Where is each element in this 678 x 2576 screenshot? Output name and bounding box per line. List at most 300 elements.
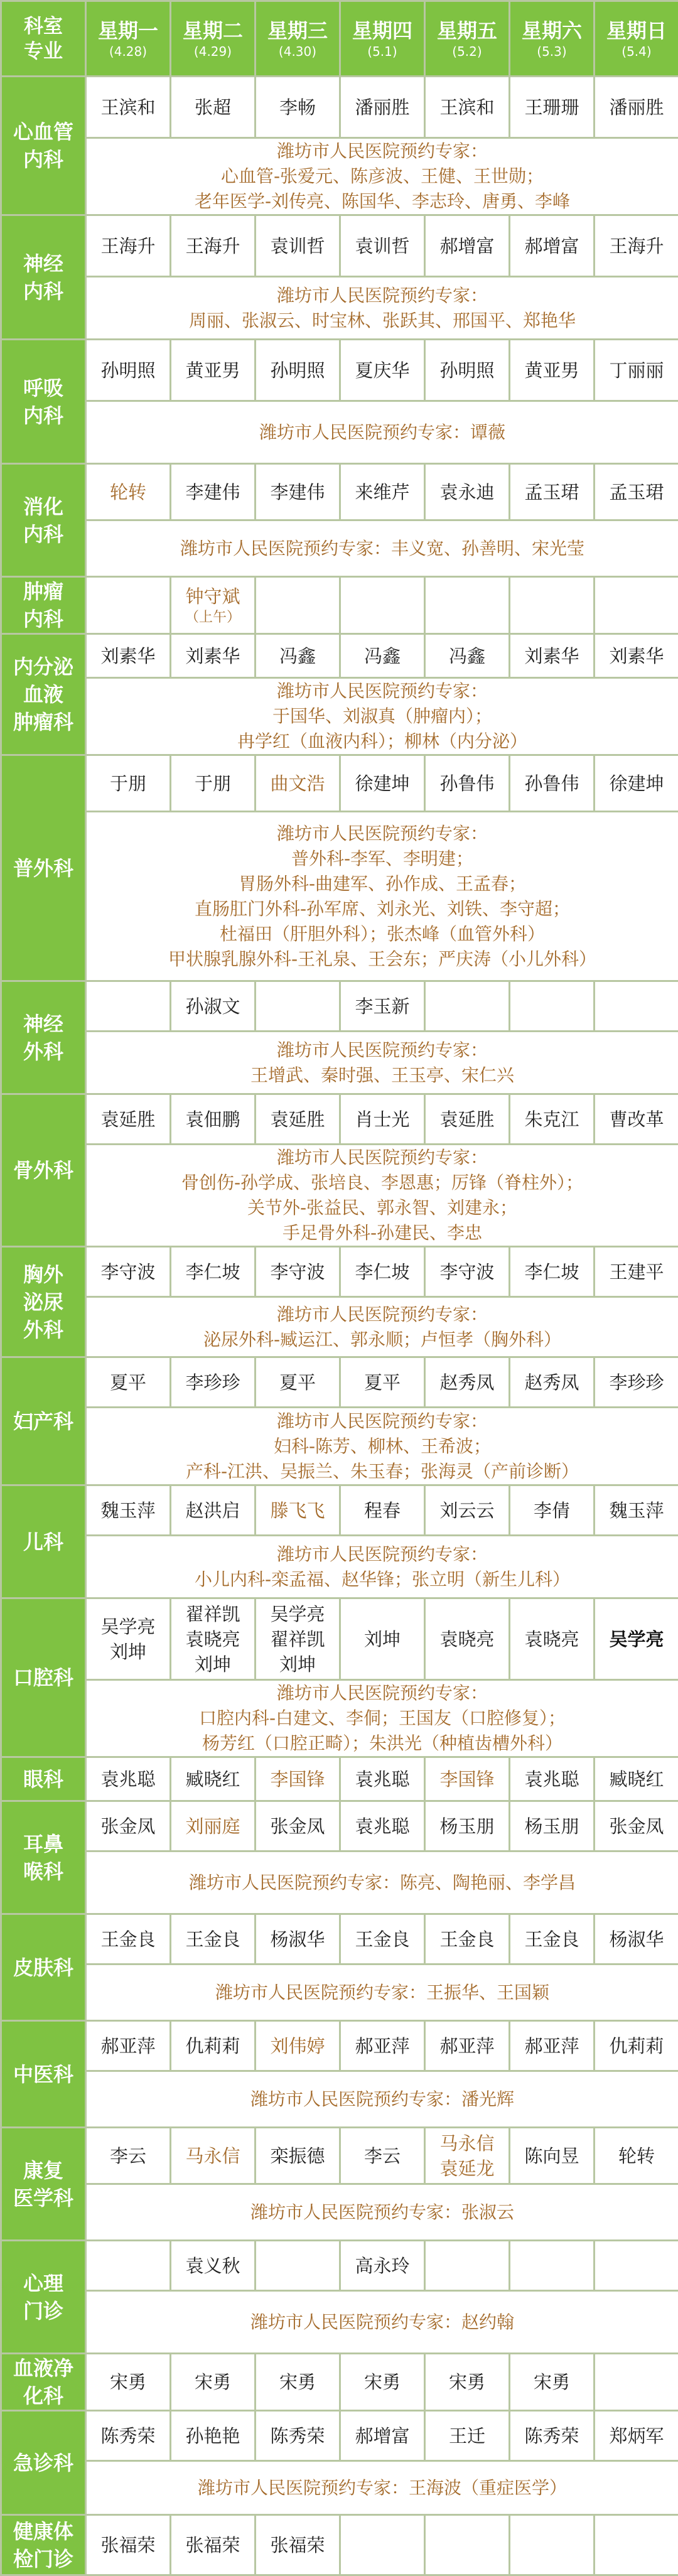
doctor-name: 宋勇 — [279, 2371, 316, 2393]
doctor-cell — [340, 2411, 425, 2461]
doctor-name: 孙明照 — [439, 360, 494, 381]
doctor-name: 陈秀荣 — [524, 2425, 579, 2447]
doctor-cell — [340, 2021, 425, 2071]
doctor-cell — [340, 1801, 425, 1851]
doctor-cell — [510, 2021, 595, 2071]
doctor-cell — [171, 1247, 256, 1297]
doctor-cell — [425, 1757, 510, 1801]
department-row — [1, 2241, 678, 2291]
expert-note — [86, 2184, 678, 2241]
department-name-line: 肿瘤 — [2, 578, 85, 605]
doctor-cell — [171, 1757, 256, 1801]
doctor-cell — [595, 215, 678, 277]
doctor-cell — [340, 981, 425, 1032]
department-name-line: 泌尿 — [2, 1288, 85, 1316]
department-name — [1, 1914, 86, 2021]
department-row — [1, 1598, 678, 1680]
doctor-name: 王迁 — [449, 2425, 485, 2447]
doctor-cell — [340, 340, 425, 401]
doctor-cell — [171, 2128, 256, 2184]
department-name — [1, 755, 86, 981]
day-date: (5.2) — [426, 43, 508, 60]
expert-note-line: 潍坊市人民医院预约专家： — [87, 1145, 678, 1170]
doctor-name: 李珍珍 — [609, 1372, 664, 1393]
doctor-cell — [86, 2411, 171, 2461]
doctor-cell — [510, 1801, 595, 1851]
doctor-cell — [425, 1598, 510, 1680]
department-name-line: 血液净 — [2, 2354, 85, 2382]
doctor-name: 王金良 — [355, 1929, 409, 1950]
expert-note-line: 杜福田（肝胆外科）；张杰峰（血管外科） — [87, 922, 678, 947]
doctor-name: 王金良 — [439, 1929, 494, 1950]
doctor-name: 李云 — [364, 2145, 401, 2167]
corner-label-2: 专业 — [2, 39, 85, 64]
doctor-cell — [595, 2241, 678, 2291]
doctor-cell — [340, 77, 425, 138]
day-name: 星期五 — [426, 18, 508, 43]
day-date: (5.1) — [341, 43, 424, 60]
doctor-name: 袁训哲 — [270, 235, 325, 257]
expert-note-line: 心血管-张爱元、陈彦波、王健、王世勋； — [87, 164, 678, 189]
expert-note-line: 潍坊市人民医院预约专家： — [87, 821, 678, 846]
expert-note-line: 骨创伤-孙学成、张培良、李恩惠；厉锋（脊柱外）； — [87, 1170, 678, 1195]
doctor-name: 赵洪启 — [185, 1500, 240, 1521]
doctor-cell — [425, 1247, 510, 1297]
doctor-name: 曲文浩 — [270, 773, 325, 794]
doctor-cell — [595, 2021, 678, 2071]
doctor-cell — [510, 634, 595, 678]
day-header — [340, 1, 425, 77]
doctor-cell — [595, 2411, 678, 2461]
doctor-name: 李仁坡 — [355, 1261, 409, 1283]
department-name — [1, 634, 86, 755]
doctor-cell — [256, 1485, 340, 1536]
doctor-name: 肖士光 — [355, 1109, 409, 1130]
department-name — [1, 1357, 86, 1485]
expert-note — [86, 1964, 678, 2021]
doctor-cell — [595, 2354, 678, 2411]
department-row — [1, 1485, 678, 1536]
department-row — [1, 2354, 678, 2411]
department-name-line: 妇产科 — [2, 1408, 85, 1435]
department-name-line: 呼吸 — [2, 374, 85, 402]
expert-note-line: 潍坊市人民医院预约专家：陈亮、陶艳丽、李学昌 — [87, 1870, 678, 1895]
department-name — [1, 1485, 86, 1598]
doctor-name: 宋勇 — [534, 2371, 570, 2393]
doctor-cell — [425, 1094, 510, 1145]
doctor-name: 轮转 — [618, 2145, 655, 2167]
doctor-cell — [595, 1801, 678, 1851]
doctor-name: 王海升 — [185, 235, 240, 257]
doctor-name: 杨玉朋 — [524, 1816, 579, 1837]
department-name-line: 外科 — [2, 1038, 85, 1065]
expert-note-row — [1, 1964, 678, 2021]
expert-note — [86, 1408, 678, 1485]
expert-note — [86, 1536, 678, 1598]
expert-note-line: 潍坊市人民医院预约专家： — [87, 283, 678, 308]
doctor-name: 李云 — [110, 2145, 146, 2167]
doctor-name: 刘素华 — [524, 645, 579, 667]
doctor-name: 冯鑫 — [279, 645, 316, 667]
doctor-name: 李仁坡 — [185, 1261, 240, 1283]
doctor-cell — [595, 77, 678, 138]
expert-note-line: 潍坊市人民医院预约专家：赵约翰 — [87, 2310, 678, 2335]
doctor-name: 孙艳艳 — [185, 2425, 240, 2447]
expert-note-line: 周丽、张淑云、时宝林、张跃其、邢国平、郑艳华 — [87, 308, 678, 333]
department-row — [1, 215, 678, 277]
doctor-cell — [256, 2128, 340, 2184]
doctor-name: 郝亚萍 — [355, 2035, 409, 2057]
expert-note — [86, 1680, 678, 1757]
expert-note-line: 潍坊市人民医院预约专家： — [87, 1681, 678, 1706]
doctor-name: 袁兆聪 — [524, 1769, 579, 1790]
doctor-cell — [171, 2354, 256, 2411]
doctor-cell — [86, 1094, 171, 1145]
expert-note-line: 冉学红（血液内科）；柳林（内分泌） — [87, 729, 678, 754]
doctor-cell — [425, 2515, 510, 2575]
doctor-cell — [425, 2021, 510, 2071]
doctor-name: 吴学亮 — [87, 1614, 170, 1639]
doctor-name: 仇莉莉 — [185, 2035, 240, 2057]
day-header — [425, 1, 510, 77]
doctor-cell — [425, 1801, 510, 1851]
doctor-name: 郝亚萍 — [100, 2035, 155, 2057]
department-row — [1, 1094, 678, 1145]
department-name-line: 心血管 — [2, 118, 85, 146]
expert-note-line: 甲状腺乳腺外科-王礼泉、王会东；严庆涛（小儿外科） — [87, 947, 678, 972]
expert-note-line: 老年医学-刘传亮、陈国华、李志玲、唐勇、李峰 — [87, 189, 678, 214]
doctor-name: 王海升 — [609, 235, 664, 257]
department-name — [1, 340, 86, 464]
expert-note-row — [1, 812, 678, 981]
doctor-cell — [171, 2241, 256, 2291]
doctor-cell — [171, 1094, 256, 1145]
department-name-line: 外科 — [2, 1316, 85, 1344]
doctor-name: 孙明照 — [100, 360, 155, 381]
expert-note — [86, 812, 678, 981]
doctor-cell — [425, 464, 510, 520]
expert-note — [86, 2071, 678, 2128]
doctor-name: 郝增富 — [355, 2425, 409, 2447]
doctor-cell — [171, 1485, 256, 1536]
doctor-name: 李玉新 — [355, 996, 409, 1017]
department-row — [1, 1801, 678, 1851]
doctor-cell — [171, 2515, 256, 2575]
expert-note-row — [1, 1851, 678, 1914]
doctor-cell — [595, 1247, 678, 1297]
doctor-cell — [256, 634, 340, 678]
doctor-name: 李倩 — [534, 1500, 570, 1521]
department-name — [1, 981, 86, 1094]
doctor-cell — [171, 981, 256, 1032]
doctor-cell — [595, 981, 678, 1032]
department-name-line: 医学科 — [2, 2184, 85, 2212]
doctor-name: 冯鑫 — [364, 645, 401, 667]
department-row — [1, 2411, 678, 2461]
doctor-cell — [171, 577, 256, 634]
doctor-name: 李国锋 — [270, 1769, 325, 1790]
doctor-name: 刘丽庭 — [185, 1816, 240, 1837]
doctor-name: 李珍珍 — [185, 1372, 240, 1393]
department-row — [1, 2128, 678, 2184]
doctor-name: 宋勇 — [195, 2371, 231, 2393]
doctor-cell — [425, 340, 510, 401]
doctor-name: 轮转 — [110, 482, 146, 503]
doctor-cell — [340, 464, 425, 520]
doctor-cell — [86, 1914, 171, 1964]
doctor-cell — [425, 215, 510, 277]
doctor-cell — [510, 2354, 595, 2411]
doctor-cell — [340, 1247, 425, 1297]
department-name — [1, 1801, 86, 1914]
doctor-cell — [171, 2411, 256, 2461]
doctor-name: 张金凤 — [100, 1816, 155, 1837]
department-name-line: 内科 — [2, 605, 85, 633]
doctor-name: 张福荣 — [270, 2535, 325, 2556]
doctor-name: 仇莉莉 — [609, 2035, 664, 2057]
doctor-name: 李守波 — [100, 1261, 155, 1283]
department-name-line: 健康体 — [2, 2518, 85, 2545]
expert-note-line: 关节外-张益民、郭永智、刘建永； — [87, 1195, 678, 1221]
doctor-cell — [425, 634, 510, 678]
doctor-cell — [340, 1357, 425, 1408]
doctor-name: 马永信 — [426, 2131, 508, 2156]
day-name: 星期一 — [87, 18, 170, 43]
doctor-cell — [595, 755, 678, 812]
day-date: (4.30) — [256, 43, 339, 60]
doctor-cell — [595, 1914, 678, 1964]
doctor-cell — [340, 755, 425, 812]
expert-note — [86, 1297, 678, 1357]
expert-note-line: 潍坊市人民医院预约专家：谭薇 — [87, 420, 678, 445]
doctor-cell — [425, 1485, 510, 1536]
doctor-cell — [86, 1485, 171, 1536]
expert-note-row — [1, 1297, 678, 1357]
department-name-line: 肿瘤科 — [2, 708, 85, 736]
corner-label-1: 科室 — [2, 14, 85, 39]
expert-note-row — [1, 277, 678, 340]
expert-note — [86, 678, 678, 755]
doctor-name: 袁兆聪 — [355, 1816, 409, 1837]
department-name-line: 神经 — [2, 1010, 85, 1038]
doctor-cell — [425, 2241, 510, 2291]
expert-note — [86, 520, 678, 577]
doctor-cell — [340, 2354, 425, 2411]
expert-note-line: 直肠肛门外科-孙军席、刘永光、刘铁、李守超； — [87, 897, 678, 922]
doctor-name: 刘伟婷 — [270, 2035, 325, 2057]
doctor-name: 刘坤 — [256, 1652, 339, 1677]
doctor-name: 朱克江 — [524, 1109, 579, 1130]
doctor-cell — [510, 981, 595, 1032]
doctor-cell — [425, 1357, 510, 1408]
doctor-cell — [256, 2515, 340, 2575]
doctor-cell — [510, 2128, 595, 2184]
department-name-line: 口腔科 — [2, 1664, 85, 1691]
expert-note-line: 潍坊市人民医院预约专家： — [87, 1302, 678, 1327]
doctor-cell — [595, 1485, 678, 1536]
day-date: (4.28) — [87, 43, 170, 60]
expert-note-line: 潍坊市人民医院预约专家：王振华、王国颖 — [87, 1980, 678, 2005]
expert-note — [86, 2461, 678, 2515]
department-name — [1, 2021, 86, 2128]
doctor-cell — [595, 577, 678, 634]
expert-note — [86, 1145, 678, 1247]
doctor-cell — [340, 634, 425, 678]
doctor-name: 臧晓红 — [609, 1769, 664, 1790]
doctor-name: 袁晓亮 — [171, 1627, 254, 1652]
department-name-line: 内科 — [2, 402, 85, 429]
expert-note-row — [1, 678, 678, 755]
department-name — [1, 2515, 86, 2575]
doctor-name: 程春 — [364, 1500, 401, 1521]
doctor-name: 丁丽丽 — [609, 360, 664, 381]
doctor-cell — [595, 1094, 678, 1145]
doctor-name: 袁延胜 — [439, 1109, 494, 1130]
doctor-name: 魏玉萍 — [609, 1500, 664, 1521]
doctor-name: 夏平 — [110, 1372, 146, 1393]
department-name-line: 胸外 — [2, 1261, 85, 1288]
doctor-cell — [595, 1757, 678, 1801]
doctor-name: 于朋 — [195, 773, 231, 794]
doctor-name: 张福荣 — [185, 2535, 240, 2556]
doctor-cell — [510, 464, 595, 520]
department-row — [1, 1914, 678, 1964]
doctor-cell — [256, 2241, 340, 2291]
doctor-name: 李建伟 — [270, 482, 325, 503]
department-name-line: 康复 — [2, 2157, 85, 2184]
doctor-name: 夏平 — [279, 1372, 316, 1393]
doctor-name: 徐建坤 — [609, 773, 664, 794]
department-name-line: 急诊科 — [2, 2449, 85, 2477]
doctor-name: 刘云云 — [439, 1500, 494, 1521]
doctor-cell — [510, 577, 595, 634]
department-name — [1, 2411, 86, 2515]
doctor-cell — [340, 215, 425, 277]
doctor-name: 来维芹 — [355, 482, 409, 503]
department-name-line: 儿科 — [2, 1528, 85, 1556]
department-name-line: 内分泌 — [2, 653, 85, 681]
doctor-cell — [171, 1914, 256, 1964]
doctor-name: 张金凤 — [609, 1816, 664, 1837]
doctor-name: 潘丽胜 — [355, 97, 409, 118]
department-name — [1, 2128, 86, 2241]
doctor-name: 刘素华 — [609, 645, 664, 667]
expert-note-line: 妇科-陈芳、柳林、王希波； — [87, 1434, 678, 1459]
doctor-cell — [510, 1357, 595, 1408]
doctor-name: 袁晓亮 — [439, 1629, 494, 1650]
doctor-cell — [510, 340, 595, 401]
doctor-cell — [256, 464, 340, 520]
doctor-name: 滕飞飞 — [270, 1500, 325, 1521]
doctor-cell — [340, 2128, 425, 2184]
department-name — [1, 215, 86, 340]
doctor-name: 王珊珊 — [524, 97, 579, 118]
doctor-cell — [171, 1598, 256, 1680]
department-row — [1, 981, 678, 1032]
doctor-name: 袁延胜 — [100, 1109, 155, 1130]
doctor-cell — [256, 215, 340, 277]
day-date: (5.3) — [510, 43, 593, 60]
doctor-name: 李畅 — [279, 97, 316, 118]
doctor-name: 潘丽胜 — [609, 97, 664, 118]
doctor-cell — [340, 1598, 425, 1680]
department-name — [1, 77, 86, 215]
doctor-cell — [86, 2021, 171, 2071]
department-name-line: 眼科 — [2, 1765, 85, 1793]
doctor-cell — [425, 755, 510, 812]
department-row — [1, 1757, 678, 1801]
doctor-name: 冯鑫 — [449, 645, 485, 667]
doctor-cell — [340, 1094, 425, 1145]
doctor-name: 杨淑华 — [609, 1929, 664, 1950]
doctor-name: 赵秀凤 — [524, 1372, 579, 1393]
doctor-cell — [256, 340, 340, 401]
doctor-cell — [256, 1914, 340, 1964]
doctor-cell — [86, 215, 171, 277]
doctor-name: 袁晓亮 — [524, 1629, 579, 1650]
doctor-name: 李国锋 — [439, 1769, 494, 1790]
doctor-name: 张超 — [195, 97, 231, 118]
expert-note — [86, 1032, 678, 1094]
department-row — [1, 1357, 678, 1408]
expert-note-line: 潍坊市人民医院预约专家： — [87, 139, 678, 164]
doctor-name: 杨淑华 — [270, 1929, 325, 1950]
day-header — [510, 1, 595, 77]
expert-note-row — [1, 2071, 678, 2128]
doctor-name: 翟祥凯 — [256, 1627, 339, 1652]
doctor-name: 翟祥凯 — [171, 1602, 254, 1627]
day-header — [171, 1, 256, 77]
doctor-name: 王金良 — [524, 1929, 579, 1950]
doctor-name: 李建伟 — [185, 482, 240, 503]
doctor-cell — [86, 1757, 171, 1801]
doctor-name: 李仁坡 — [524, 1261, 579, 1283]
expert-note-line: 产科-江洪、吴振兰、朱玉春；张海灵（产前诊断） — [87, 1459, 678, 1484]
doctor-cell — [425, 2354, 510, 2411]
expert-note — [86, 138, 678, 215]
expert-note — [86, 2291, 678, 2354]
doctor-name: 郝增富 — [439, 235, 494, 257]
department-name-line: 门诊 — [2, 2297, 85, 2325]
expert-note-row — [1, 1680, 678, 1757]
doctor-cell — [171, 340, 256, 401]
doctor-cell — [171, 2021, 256, 2071]
schedule-body — [1, 77, 678, 2575]
day-name: 星期六 — [510, 18, 593, 43]
doctor-name: 李守波 — [270, 1261, 325, 1283]
doctor-name: 宋勇 — [110, 2371, 146, 2393]
doctor-name: 孙鲁伟 — [439, 773, 494, 794]
department-name-line: 化科 — [2, 2382, 85, 2410]
doctor-cell — [86, 2354, 171, 2411]
doctor-cell — [510, 1598, 595, 1680]
doctor-name: 张福荣 — [100, 2535, 155, 2556]
department-row — [1, 634, 678, 678]
doctor-cell — [510, 1485, 595, 1536]
doctor-name: 于朋 — [110, 773, 146, 794]
day-header — [256, 1, 340, 77]
doctor-cell — [86, 577, 171, 634]
doctor-cell — [256, 2411, 340, 2461]
doctor-cell — [256, 1094, 340, 1145]
doctor-name: 孙鲁伟 — [524, 773, 579, 794]
doctor-cell — [510, 77, 595, 138]
doctor-name: 栾振德 — [270, 2145, 325, 2167]
doctor-name: 王滨和 — [439, 97, 494, 118]
doctor-name: 宋勇 — [449, 2371, 485, 2393]
day-date: (4.29) — [171, 43, 254, 60]
department-name — [1, 1247, 86, 1357]
